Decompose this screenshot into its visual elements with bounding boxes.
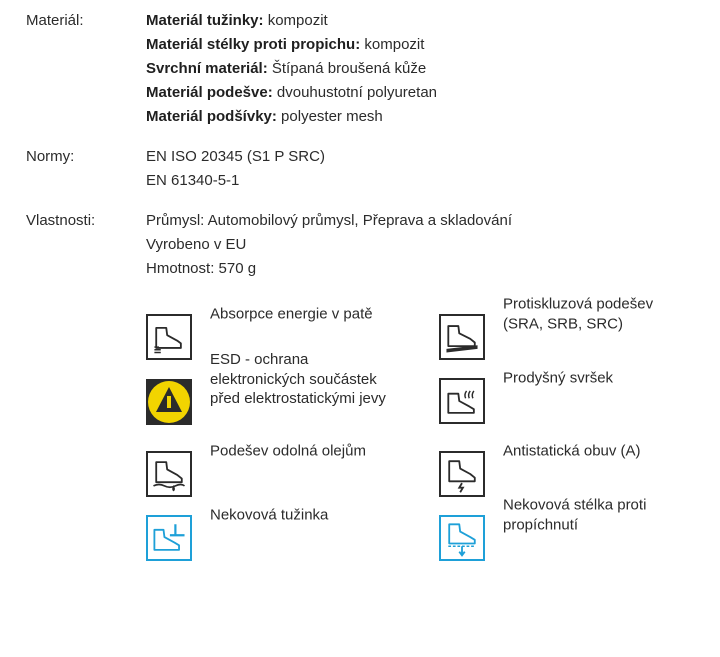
feature-label-line: Antistatická obuv (A) [503, 442, 641, 460]
non-metal-toecap-icon [146, 515, 192, 561]
feature-label-line: Nekovová tužinka [210, 506, 329, 524]
spec-key: Materiál tužinky: [146, 12, 264, 29]
feature-label-line: Absorpce energie v patě [210, 305, 373, 323]
spec-key: Materiál podšívky: [146, 108, 277, 125]
feature-label [503, 368, 713, 388]
feature-label [210, 350, 420, 409]
spec-label-properties: Vlastnosti: [26, 212, 96, 229]
spec-label-norms: Normy: [26, 148, 75, 165]
feature-label-line: Prodyšný svršek [503, 369, 614, 387]
slip-resistant-sole-icon [439, 314, 485, 360]
feature-label [503, 496, 713, 535]
spec-line [146, 81, 437, 105]
feature-label [210, 441, 420, 461]
feature-label-line: před elektrostatickými jevy [210, 389, 386, 407]
esd-protection-icon [146, 379, 192, 425]
breathable-upper-icon [439, 378, 485, 424]
spec-key: Materiál podešve: [146, 84, 273, 101]
spec-label-material: Materiál: [26, 12, 84, 29]
spec-value: polyester mesh [276, 108, 383, 125]
feature-label [503, 441, 713, 461]
spec-line [146, 33, 437, 57]
feature-label-line: elektronických součástek [210, 370, 377, 388]
feature-label-line: Podešev odolná olejům [210, 442, 366, 460]
spec-line: EN 61340-5-1 [146, 172, 240, 189]
spec-value: Štípaná broušená kůže [267, 60, 427, 77]
spec-line: Vyrobeno v EU [146, 236, 247, 253]
feature-label [210, 505, 420, 525]
spec-key: Materiál stélky proti propichu: [146, 36, 361, 53]
feature-label-line: ESD - ochrana [210, 350, 309, 368]
heel-energy-absorption-icon [146, 314, 192, 360]
non-metal-midsole-icon [439, 515, 485, 561]
feature-label [503, 295, 713, 334]
antistatic-shoe-icon [439, 451, 485, 497]
feature-label-line: Protiskluzová podešev [503, 295, 654, 313]
feature-label-line: Nekovová stélka proti [503, 496, 647, 514]
spec-line: Průmysl: Automobilový průmysl, Přeprava a skladování [146, 212, 512, 229]
oil-resistant-sole-icon [146, 451, 192, 497]
spec-line [146, 9, 437, 33]
spec-values-material [146, 9, 437, 129]
spec-values-norms [146, 145, 325, 193]
feature-label-line: propíchnutí [503, 516, 579, 533]
feature-label-line: (SRA, SRB, SRC) [503, 315, 624, 332]
spec-key: Svrchní materiál: [146, 60, 268, 77]
spec-value: kompozit [360, 36, 425, 53]
spec-line: Hmotnost: 570 g [146, 260, 257, 277]
spec-value: dvouhustotní polyuretan [272, 84, 438, 101]
spec-line [146, 105, 437, 129]
spec-line [146, 57, 437, 81]
spec-line: EN ISO 20345 (S1 P SRC) [146, 148, 325, 165]
spec-value: kompozit [263, 12, 328, 29]
feature-label [210, 304, 420, 324]
spec-values-properties [146, 209, 512, 281]
